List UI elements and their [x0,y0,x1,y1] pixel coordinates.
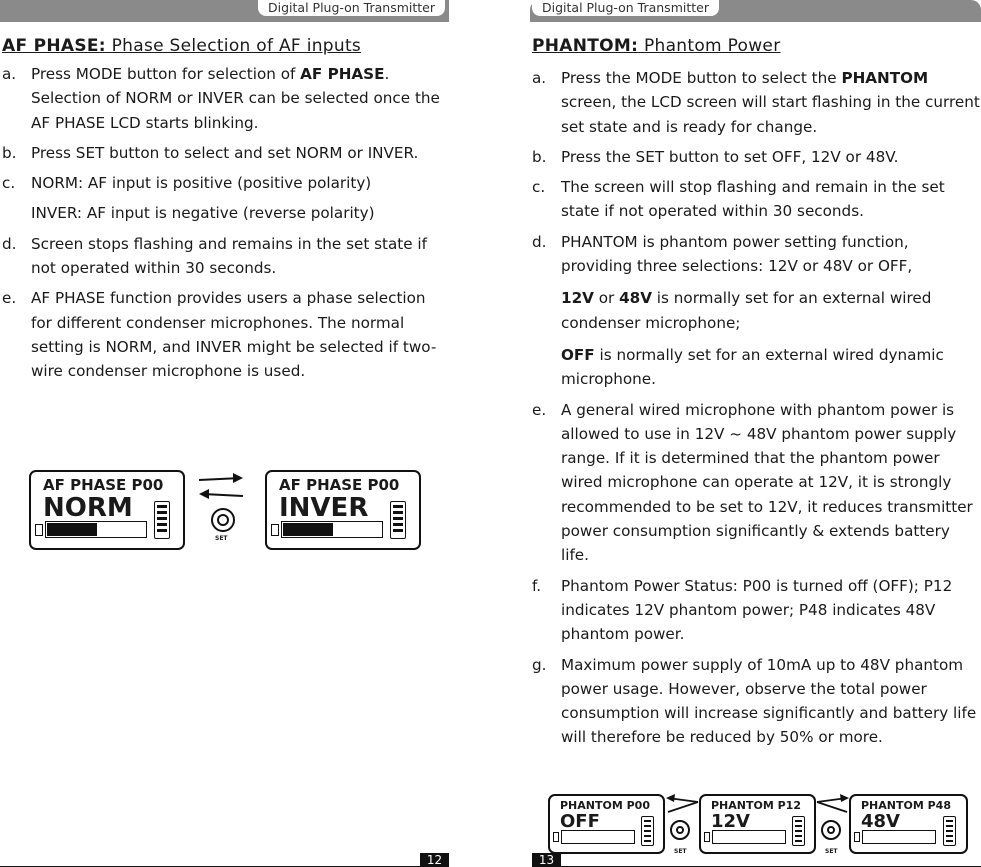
set-label: SET [215,535,228,542]
speaker-icon [854,832,860,842]
right-page-number: 13 [532,853,561,867]
right-header-bar [530,0,981,22]
item-marker: a. [2,65,17,83]
item-marker: d. [2,234,17,253]
speaker-icon [553,832,559,842]
list-item: a. Press MODE button for selection of AF PHASE. Selection of NORM or INVER can be selected once the AF PHASE LCD starts blinking. [2,62,447,135]
item-marker: e. [2,289,17,308]
lcd-label: PHANTOM P48 [861,799,951,812]
left-section-title [2,36,361,56]
level-bar [561,830,635,844]
item-marker: b. [2,143,17,162]
lcd-value: INVER [279,493,369,523]
lcd-phantom-48v-display [849,794,968,854]
right-instruction-list [532,66,981,756]
switch-arrows-icon [815,792,851,816]
item-marker: b. [532,147,547,166]
left-header-tab: Digital Plug-on Transmitter [258,0,445,16]
speaker-icon [35,524,43,536]
lcd-value: NORM [43,493,133,523]
battery-icon [154,501,170,539]
item-marker: c. [532,178,546,197]
lcd-value: OFF [560,811,600,832]
list-item: c. The screen will stop flashing and remain in the set state if not operated within 30 seconds. [532,175,981,224]
right-section-title [532,36,781,56]
battery-icon [943,816,956,846]
list-item: c. NORM: AF input is positive (positive polarity) INVER: AF input is negative (reverse polarity) [2,171,447,226]
item-marker: a. [532,69,547,87]
list-item: g. Maximum power supply of 10mA up to 48V phantom power usage. However, observe the total power consumption will increase significantly and battery life will therefore be reduced by 50% or more. [532,653,981,750]
set-knob-icon [670,820,690,840]
lcd-value: 12V [711,811,750,832]
item-marker: e. [532,400,547,419]
list-item: b. Press the SET button to set OFF, 12V or 48V. [532,145,981,169]
item-marker: d. [532,232,547,251]
lcd-label: PHANTOM P12 [711,799,801,812]
left-title-bold: AF PHASE: [2,36,106,56]
right-header-tab: Digital Plug-on Transmitter [532,0,719,16]
lcd-label: AF PHASE P00 [43,476,164,494]
level-bar [45,521,147,538]
left-title-rest: Phase Selection of AF inputs [105,36,362,56]
battery-icon [390,501,406,539]
lcd-norm-display [29,470,185,550]
list-item: d. PHANTOM is phantom power setting function, providing three selections: 12V or 48V or OFF, 12V or 48V is normally set for an external wired condenser microphone; OFF is normally set for an external wired dynamic microphone. [532,230,981,392]
left-instruction-list [2,62,447,390]
list-item: f. Phantom Power Status: P00 is turned off (OFF); P12 indicates 12V phantom power; P48 indicates 48V phantom power. [532,574,981,647]
list-item: a. Press the MODE button to select the PHANTOM screen, the LCD screen will start flashing in the current set state and is ready for change. [532,66,981,139]
set-knob-icon [821,820,841,840]
speaker-icon [704,832,710,842]
switch-arrows-icon [664,792,700,816]
set-label: SET [825,848,838,855]
list-item: e. AF PHASE function provides users a phase selection for different condenser microphones. The normal setting is NORM, and INVER might be selected if two-wire condenser microphone is used. [2,286,447,383]
item-marker: c. [2,174,16,193]
left-header-bar [0,0,449,22]
lcd-label: PHANTOM P00 [560,799,650,812]
lcd-value: 48V [861,811,900,832]
set-label: SET [674,848,687,855]
item-marker: f. [532,576,542,595]
item-marker: g. [532,655,547,674]
level-bar [281,521,383,538]
set-knob-icon [211,508,235,532]
left-page-number: 12 [420,853,449,867]
right-title-rest: Phantom Power [638,36,781,56]
list-item: d. Screen stops flashing and remains in the set state if not operated within 30 seconds. [2,232,447,281]
lcd-label: AF PHASE P00 [279,476,400,494]
lcd-phantom-12v-display [699,794,816,854]
right-title-bold: PHANTOM: [532,36,639,56]
list-item: b. Press SET button to select and set NORM or INVER. [2,141,447,165]
speaker-icon [271,524,279,536]
list-item: e. A general wired microphone with phantom power is allowed to use in 12V ~ 48V phantom power supply range. If it is determined that the phantom power wired microphone can operate at 12V, it is strongly recommended to be set to 12V, it reduces transmitter power consumption significantly & extends battery life. [532,398,981,568]
switch-arrows-icon [195,472,247,502]
level-bar [712,830,786,844]
level-bar [862,830,936,844]
lcd-phantom-off-display [548,794,665,854]
battery-icon [641,816,654,846]
lcd-inver-display [265,470,421,550]
battery-icon [792,816,805,846]
